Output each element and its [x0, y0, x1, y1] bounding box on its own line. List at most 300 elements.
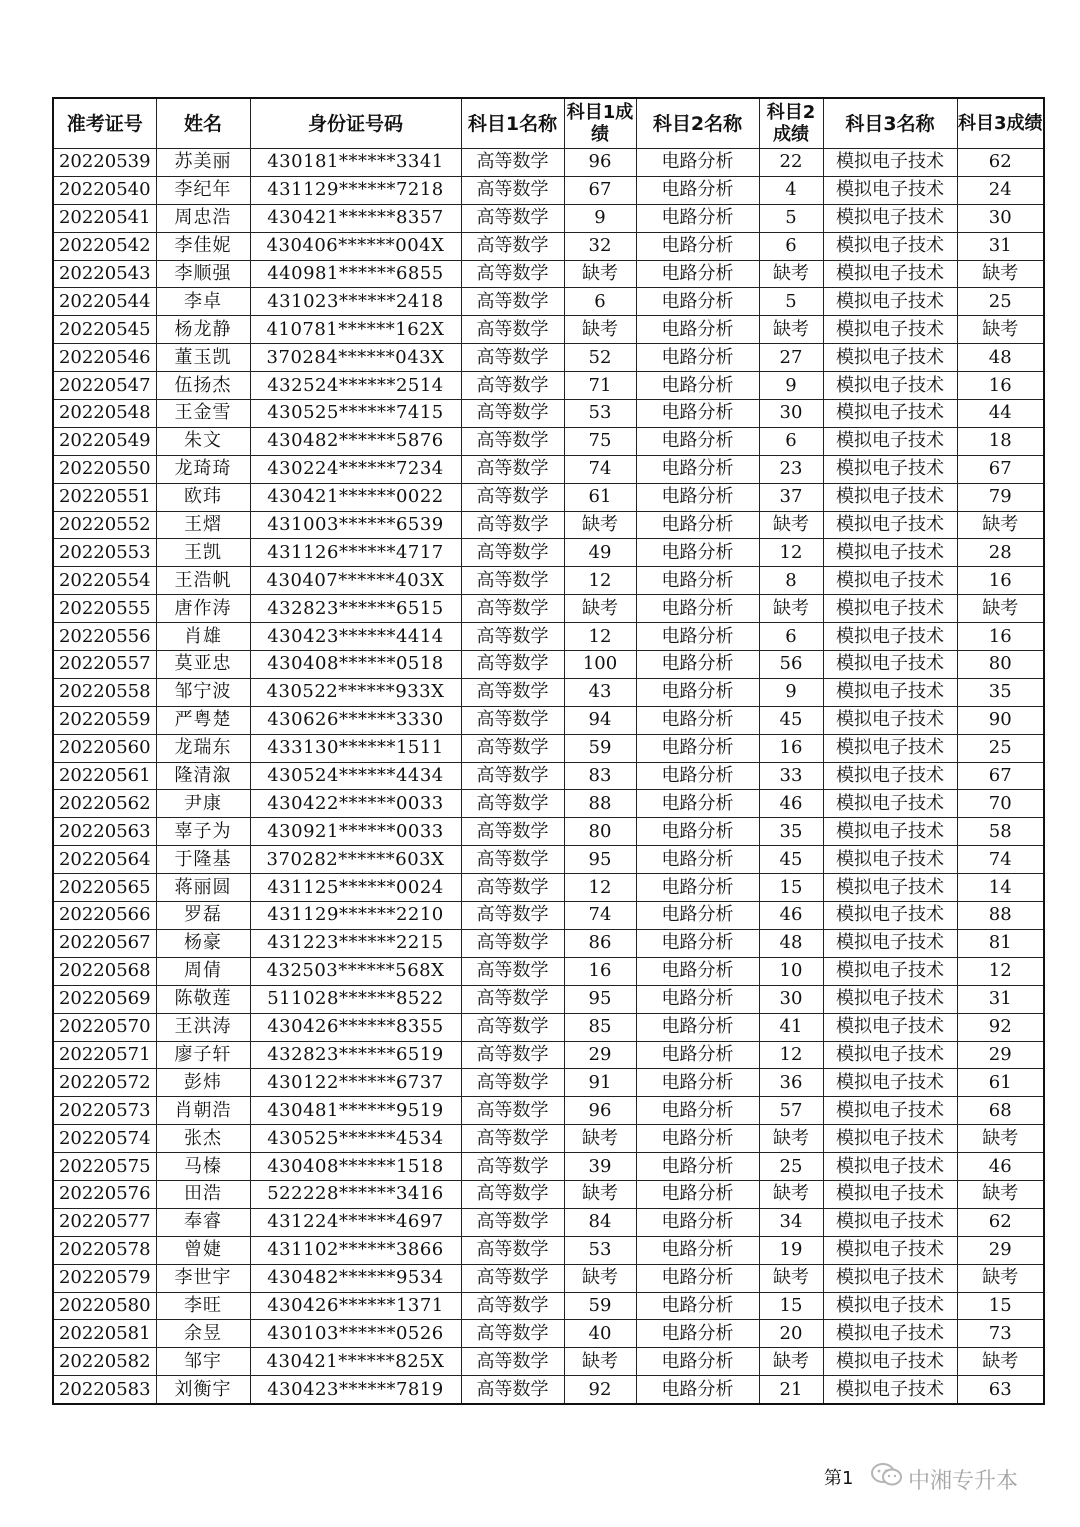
cell-subject1-name: 高等数学 — [461, 1013, 564, 1041]
cell-idcard: 430481******9519 — [250, 1097, 461, 1125]
cell-subject2-name: 电路分析 — [636, 567, 759, 595]
cell-subject2-score: 21 — [759, 1376, 823, 1404]
cell-idcard: 431129******7218 — [250, 176, 461, 204]
cell-subject2-score: 33 — [759, 762, 823, 790]
cell-name: 朱文 — [156, 427, 250, 455]
cell-subject2-score: 46 — [759, 902, 823, 930]
cell-exam-id: 20220566 — [53, 902, 156, 930]
cell-subject2-name: 电路分析 — [636, 1208, 759, 1236]
cell-subject1-score: 91 — [564, 1069, 636, 1097]
table-row — [53, 985, 1044, 1013]
cell-exam-id: 20220582 — [53, 1348, 156, 1376]
cell-subject2-name: 电路分析 — [636, 706, 759, 734]
cell-subject2-score: 5 — [759, 288, 823, 316]
table-row — [53, 929, 1044, 957]
table-row — [53, 1041, 1044, 1069]
cell-subject2-score: 45 — [759, 846, 823, 874]
cell-subject3-score: 68 — [957, 1097, 1044, 1125]
cell-idcard: 430426******1371 — [250, 1292, 461, 1320]
cell-subject1-name: 高等数学 — [461, 204, 564, 232]
cell-idcard: 430406******004X — [250, 232, 461, 260]
cell-idcard: 432524******2514 — [250, 372, 461, 400]
cell-subject3-name: 模拟电子技术 — [823, 818, 957, 846]
table-row — [53, 957, 1044, 985]
cell-subject3-name: 模拟电子技术 — [823, 260, 957, 288]
cell-subject1-score: 39 — [564, 1153, 636, 1181]
cell-idcard: 431003******6539 — [250, 511, 461, 539]
cell-subject2-name: 电路分析 — [636, 483, 759, 511]
cell-subject2-score: 57 — [759, 1097, 823, 1125]
cell-exam-id: 20220553 — [53, 539, 156, 567]
cell-subject1-score: 96 — [564, 1097, 636, 1125]
table-row — [53, 846, 1044, 874]
table-row — [53, 427, 1044, 455]
cell-idcard: 431126******4717 — [250, 539, 461, 567]
cell-name: 王洪涛 — [156, 1013, 250, 1041]
cell-name: 杨龙静 — [156, 316, 250, 344]
cell-subject1-name: 高等数学 — [461, 1069, 564, 1097]
cell-subject3-score: 31 — [957, 232, 1044, 260]
cell-subject3-score: 25 — [957, 734, 1044, 762]
cell-subject1-score: 16 — [564, 957, 636, 985]
header-subject3-name: 科目3名称 — [823, 98, 957, 149]
cell-subject3-score: 15 — [957, 1292, 1044, 1320]
table-row — [53, 567, 1044, 595]
cell-subject1-score: 75 — [564, 427, 636, 455]
cell-subject3-score: 58 — [957, 818, 1044, 846]
cell-subject1-score: 9 — [564, 204, 636, 232]
cell-subject1-name: 高等数学 — [461, 483, 564, 511]
table-row — [53, 1376, 1044, 1404]
cell-subject1-score: 59 — [564, 1292, 636, 1320]
cell-subject3-score: 缺考 — [957, 316, 1044, 344]
cell-subject1-name: 高等数学 — [461, 595, 564, 623]
table-row — [53, 1069, 1044, 1097]
cell-subject1-score: 49 — [564, 539, 636, 567]
cell-subject1-score: 85 — [564, 1013, 636, 1041]
cell-idcard: 440981******6855 — [250, 260, 461, 288]
cell-subject3-name: 模拟电子技术 — [823, 1264, 957, 1292]
cell-subject2-name: 电路分析 — [636, 678, 759, 706]
cell-name: 李佳妮 — [156, 232, 250, 260]
cell-subject3-name: 模拟电子技术 — [823, 929, 957, 957]
cell-subject2-score: 12 — [759, 539, 823, 567]
cell-exam-id: 20220571 — [53, 1041, 156, 1069]
cell-name: 王凯 — [156, 539, 250, 567]
table-row — [53, 344, 1044, 372]
cell-subject1-score: 缺考 — [564, 595, 636, 623]
cell-subject1-name: 高等数学 — [461, 985, 564, 1013]
cell-name: 杨豪 — [156, 929, 250, 957]
cell-subject2-name: 电路分析 — [636, 1292, 759, 1320]
cell-subject3-name: 模拟电子技术 — [823, 678, 957, 706]
cell-idcard: 430525******7415 — [250, 400, 461, 428]
cell-subject2-score: 23 — [759, 455, 823, 483]
cell-subject2-score: 8 — [759, 567, 823, 595]
cell-idcard: 432823******6519 — [250, 1041, 461, 1069]
cell-name: 董玉凯 — [156, 344, 250, 372]
cell-subject1-name: 高等数学 — [461, 651, 564, 679]
cell-subject2-score: 缺考 — [759, 595, 823, 623]
wechat-icon — [870, 1462, 904, 1488]
cell-name: 严粤楚 — [156, 706, 250, 734]
cell-name: 辜子为 — [156, 818, 250, 846]
table-row — [53, 372, 1044, 400]
cell-subject3-name: 模拟电子技术 — [823, 567, 957, 595]
table-row — [53, 678, 1044, 706]
cell-exam-id: 20220552 — [53, 511, 156, 539]
cell-subject2-score: 30 — [759, 400, 823, 428]
cell-subject1-score: 61 — [564, 483, 636, 511]
cell-exam-id: 20220563 — [53, 818, 156, 846]
cell-subject3-name: 模拟电子技术 — [823, 1041, 957, 1069]
cell-subject2-name: 电路分析 — [636, 1264, 759, 1292]
cell-subject3-score: 62 — [957, 149, 1044, 177]
cell-subject1-score: 83 — [564, 762, 636, 790]
cell-subject2-score: 缺考 — [759, 511, 823, 539]
table-row — [53, 288, 1044, 316]
cell-subject2-score: 4 — [759, 176, 823, 204]
cell-subject1-score: 29 — [564, 1041, 636, 1069]
cell-subject1-score: 43 — [564, 678, 636, 706]
table-row — [53, 176, 1044, 204]
table-row — [53, 455, 1044, 483]
cell-subject1-name: 高等数学 — [461, 1041, 564, 1069]
cell-subject3-score: 12 — [957, 957, 1044, 985]
cell-subject1-name: 高等数学 — [461, 316, 564, 344]
cell-subject3-name: 模拟电子技术 — [823, 1292, 957, 1320]
cell-subject1-score: 53 — [564, 400, 636, 428]
cell-subject3-score: 29 — [957, 1236, 1044, 1264]
cell-subject2-score: 19 — [759, 1236, 823, 1264]
cell-subject3-name: 模拟电子技术 — [823, 1376, 957, 1404]
cell-exam-id: 20220574 — [53, 1125, 156, 1153]
cell-subject1-score: 92 — [564, 1376, 636, 1404]
cell-exam-id: 20220576 — [53, 1180, 156, 1208]
header-subject1-name: 科目1名称 — [461, 98, 564, 149]
cell-subject2-name: 电路分析 — [636, 260, 759, 288]
cell-idcard: 432823******6515 — [250, 595, 461, 623]
table-row — [53, 204, 1044, 232]
cell-subject3-name: 模拟电子技术 — [823, 427, 957, 455]
cell-subject3-name: 模拟电子技术 — [823, 957, 957, 985]
cell-subject3-score: 61 — [957, 1069, 1044, 1097]
cell-name: 罗磊 — [156, 902, 250, 930]
cell-subject3-score: 67 — [957, 455, 1044, 483]
cell-exam-id: 20220570 — [53, 1013, 156, 1041]
table-row — [53, 623, 1044, 651]
cell-subject1-name: 高等数学 — [461, 957, 564, 985]
cell-exam-id: 20220546 — [53, 344, 156, 372]
cell-subject1-name: 高等数学 — [461, 1153, 564, 1181]
cell-exam-id: 20220572 — [53, 1069, 156, 1097]
cell-idcard: 430525******4534 — [250, 1125, 461, 1153]
cell-subject1-name: 高等数学 — [461, 176, 564, 204]
cell-subject3-score: 18 — [957, 427, 1044, 455]
cell-subject1-score: 缺考 — [564, 1180, 636, 1208]
table-row — [53, 1153, 1044, 1181]
cell-subject3-score: 14 — [957, 874, 1044, 902]
cell-name: 蒋丽圆 — [156, 874, 250, 902]
cell-subject1-name: 高等数学 — [461, 372, 564, 400]
cell-idcard: 511028******8522 — [250, 985, 461, 1013]
cell-exam-id: 20220577 — [53, 1208, 156, 1236]
cell-subject2-score: 缺考 — [759, 316, 823, 344]
cell-exam-id: 20220581 — [53, 1320, 156, 1348]
cell-subject2-name: 电路分析 — [636, 539, 759, 567]
cell-subject2-score: 缺考 — [759, 1264, 823, 1292]
cell-subject2-name: 电路分析 — [636, 455, 759, 483]
cell-name: 肖雄 — [156, 623, 250, 651]
cell-subject1-name: 高等数学 — [461, 455, 564, 483]
cell-subject2-score: 30 — [759, 985, 823, 1013]
table-row — [53, 1264, 1044, 1292]
cell-exam-id: 20220557 — [53, 651, 156, 679]
cell-exam-id: 20220565 — [53, 874, 156, 902]
cell-subject1-name: 高等数学 — [461, 929, 564, 957]
cell-subject1-score: 40 — [564, 1320, 636, 1348]
cell-subject1-name: 高等数学 — [461, 623, 564, 651]
cell-idcard: 431102******3866 — [250, 1236, 461, 1264]
cell-subject1-name: 高等数学 — [461, 902, 564, 930]
cell-subject2-name: 电路分析 — [636, 957, 759, 985]
cell-subject2-name: 电路分析 — [636, 846, 759, 874]
cell-subject2-name: 电路分析 — [636, 818, 759, 846]
cell-name: 尹康 — [156, 790, 250, 818]
cell-idcard: 430421******0022 — [250, 483, 461, 511]
cell-idcard: 431023******2418 — [250, 288, 461, 316]
cell-subject3-name: 模拟电子技术 — [823, 455, 957, 483]
cell-subject3-score: 16 — [957, 567, 1044, 595]
cell-subject2-score: 27 — [759, 344, 823, 372]
cell-subject1-name: 高等数学 — [461, 1208, 564, 1236]
cell-subject2-score: 35 — [759, 818, 823, 846]
cell-exam-id: 20220542 — [53, 232, 156, 260]
cell-subject1-name: 高等数学 — [461, 400, 564, 428]
cell-subject2-name: 电路分析 — [636, 651, 759, 679]
cell-subject3-score: 70 — [957, 790, 1044, 818]
cell-subject2-name: 电路分析 — [636, 1376, 759, 1404]
cell-subject2-score: 34 — [759, 1208, 823, 1236]
cell-subject1-name: 高等数学 — [461, 1376, 564, 1404]
cell-subject1-name: 高等数学 — [461, 567, 564, 595]
cell-idcard: 430423******4414 — [250, 623, 461, 651]
cell-subject2-name: 电路分析 — [636, 204, 759, 232]
cell-subject1-score: 74 — [564, 902, 636, 930]
cell-subject2-score: 6 — [759, 232, 823, 260]
cell-subject3-name: 模拟电子技术 — [823, 1236, 957, 1264]
cell-subject2-score: 45 — [759, 706, 823, 734]
cell-subject1-name: 高等数学 — [461, 427, 564, 455]
cell-subject3-score: 44 — [957, 400, 1044, 428]
cell-idcard: 430626******3330 — [250, 706, 461, 734]
cell-idcard: 431224******4697 — [250, 1208, 461, 1236]
cell-name: 于隆基 — [156, 846, 250, 874]
cell-subject2-name: 电路分析 — [636, 874, 759, 902]
header-row — [53, 98, 1044, 149]
cell-subject3-name: 模拟电子技术 — [823, 985, 957, 1013]
cell-subject3-score: 缺考 — [957, 260, 1044, 288]
cell-subject1-name: 高等数学 — [461, 1180, 564, 1208]
cell-subject2-name: 电路分析 — [636, 176, 759, 204]
cell-exam-id: 20220579 — [53, 1264, 156, 1292]
cell-exam-id: 20220545 — [53, 316, 156, 344]
table-row — [53, 149, 1044, 177]
cell-subject3-name: 模拟电子技术 — [823, 734, 957, 762]
cell-subject3-name: 模拟电子技术 — [823, 623, 957, 651]
cell-subject1-score: 缺考 — [564, 1264, 636, 1292]
cell-subject2-name: 电路分析 — [636, 344, 759, 372]
cell-subject3-name: 模拟电子技术 — [823, 400, 957, 428]
cell-subject2-name: 电路分析 — [636, 1348, 759, 1376]
table-row — [53, 400, 1044, 428]
cell-subject1-name: 高等数学 — [461, 1292, 564, 1320]
cell-subject3-name: 模拟电子技术 — [823, 1208, 957, 1236]
cell-subject2-name: 电路分析 — [636, 902, 759, 930]
cell-subject3-name: 模拟电子技术 — [823, 483, 957, 511]
cell-exam-id: 20220548 — [53, 400, 156, 428]
cell-subject2-score: 缺考 — [759, 1348, 823, 1376]
cell-subject3-name: 模拟电子技术 — [823, 874, 957, 902]
cell-subject3-score: 缺考 — [957, 1348, 1044, 1376]
cell-idcard: 430421******825X — [250, 1348, 461, 1376]
cell-subject1-name: 高等数学 — [461, 762, 564, 790]
cell-idcard: 410781******162X — [250, 316, 461, 344]
cell-subject3-score: 48 — [957, 344, 1044, 372]
cell-exam-id: 20220543 — [53, 260, 156, 288]
cell-subject2-name: 电路分析 — [636, 1069, 759, 1097]
cell-exam-id: 20220556 — [53, 623, 156, 651]
cell-name: 唐作涛 — [156, 595, 250, 623]
cell-idcard: 430408******0518 — [250, 651, 461, 679]
table-row — [53, 651, 1044, 679]
cell-exam-id: 20220554 — [53, 567, 156, 595]
header-name: 姓名 — [156, 98, 250, 149]
cell-subject2-score: 9 — [759, 372, 823, 400]
cell-exam-id: 20220560 — [53, 734, 156, 762]
cell-idcard: 430224******7234 — [250, 455, 461, 483]
cell-idcard: 430421******8357 — [250, 204, 461, 232]
cell-name: 马榛 — [156, 1153, 250, 1181]
score-table — [52, 97, 1045, 1405]
cell-exam-id: 20220555 — [53, 595, 156, 623]
cell-subject3-score: 90 — [957, 706, 1044, 734]
cell-idcard: 522228******3416 — [250, 1180, 461, 1208]
cell-subject2-name: 电路分析 — [636, 762, 759, 790]
header-subject2-name: 科目2名称 — [636, 98, 759, 149]
cell-idcard: 430422******0033 — [250, 790, 461, 818]
cell-subject1-name: 高等数学 — [461, 232, 564, 260]
cell-subject3-name: 模拟电子技术 — [823, 511, 957, 539]
table-row — [53, 818, 1044, 846]
cell-subject1-name: 高等数学 — [461, 149, 564, 177]
cell-subject1-score: 67 — [564, 176, 636, 204]
cell-subject1-name: 高等数学 — [461, 1125, 564, 1153]
cell-exam-id: 20220575 — [53, 1153, 156, 1181]
cell-subject1-name: 高等数学 — [461, 288, 564, 316]
table-row — [53, 595, 1044, 623]
cell-subject3-name: 模拟电子技术 — [823, 706, 957, 734]
cell-name: 田浩 — [156, 1180, 250, 1208]
cell-subject2-name: 电路分析 — [636, 1153, 759, 1181]
cell-subject1-score: 71 — [564, 372, 636, 400]
cell-subject3-name: 模拟电子技术 — [823, 1097, 957, 1125]
cell-subject1-score: 88 — [564, 790, 636, 818]
cell-subject2-score: 25 — [759, 1153, 823, 1181]
page-footer — [824, 1462, 1054, 1492]
cell-subject3-score: 74 — [957, 846, 1044, 874]
cell-subject1-score: 52 — [564, 344, 636, 372]
cell-name: 伍扬杰 — [156, 372, 250, 400]
cell-name: 肖朝浩 — [156, 1097, 250, 1125]
table-row — [53, 1208, 1044, 1236]
cell-name: 周忠浩 — [156, 204, 250, 232]
cell-subject2-score: 46 — [759, 790, 823, 818]
cell-subject2-score: 15 — [759, 874, 823, 902]
cell-name: 王金雪 — [156, 400, 250, 428]
cell-subject2-score: 缺考 — [759, 1180, 823, 1208]
cell-subject1-score: 12 — [564, 623, 636, 651]
cell-subject1-name: 高等数学 — [461, 344, 564, 372]
cell-subject3-name: 模拟电子技术 — [823, 149, 957, 177]
cell-exam-id: 20220583 — [53, 1376, 156, 1404]
cell-subject1-score: 缺考 — [564, 316, 636, 344]
cell-exam-id: 20220547 — [53, 372, 156, 400]
cell-subject2-name: 电路分析 — [636, 288, 759, 316]
cell-exam-id: 20220578 — [53, 1236, 156, 1264]
cell-subject2-score: 缺考 — [759, 1125, 823, 1153]
cell-subject3-score: 缺考 — [957, 1180, 1044, 1208]
cell-subject3-name: 模拟电子技术 — [823, 539, 957, 567]
cell-exam-id: 20220550 — [53, 455, 156, 483]
cell-name: 李顺强 — [156, 260, 250, 288]
cell-subject2-name: 电路分析 — [636, 734, 759, 762]
cell-exam-id: 20220564 — [53, 846, 156, 874]
cell-subject3-score: 缺考 — [957, 511, 1044, 539]
cell-exam-id: 20220573 — [53, 1097, 156, 1125]
cell-subject1-name: 高等数学 — [461, 818, 564, 846]
cell-exam-id: 20220549 — [53, 427, 156, 455]
table-row — [53, 316, 1044, 344]
cell-subject3-name: 模拟电子技术 — [823, 790, 957, 818]
table-row — [53, 790, 1044, 818]
cell-subject3-name: 模拟电子技术 — [823, 1320, 957, 1348]
cell-subject3-name: 模拟电子技术 — [823, 1069, 957, 1097]
cell-subject2-name: 电路分析 — [636, 929, 759, 957]
cell-name: 苏美丽 — [156, 149, 250, 177]
cell-subject1-score: 32 — [564, 232, 636, 260]
cell-subject3-name: 模拟电子技术 — [823, 902, 957, 930]
cell-idcard: 370284******043X — [250, 344, 461, 372]
cell-subject1-score: 12 — [564, 567, 636, 595]
cell-subject2-name: 电路分析 — [636, 985, 759, 1013]
cell-subject1-score: 缺考 — [564, 260, 636, 288]
cell-name: 彭炜 — [156, 1069, 250, 1097]
cell-subject1-name: 高等数学 — [461, 734, 564, 762]
cell-subject2-name: 电路分析 — [636, 1041, 759, 1069]
table-row — [53, 1125, 1044, 1153]
cell-subject3-name: 模拟电子技术 — [823, 1125, 957, 1153]
cell-subject1-score: 95 — [564, 846, 636, 874]
cell-subject3-name: 模拟电子技术 — [823, 651, 957, 679]
cell-subject3-score: 46 — [957, 1153, 1044, 1181]
cell-name: 余昱 — [156, 1320, 250, 1348]
cell-exam-id: 20220569 — [53, 985, 156, 1013]
cell-subject1-score: 80 — [564, 818, 636, 846]
cell-exam-id: 20220562 — [53, 790, 156, 818]
cell-idcard: 370282******603X — [250, 846, 461, 874]
cell-subject1-score: 12 — [564, 874, 636, 902]
